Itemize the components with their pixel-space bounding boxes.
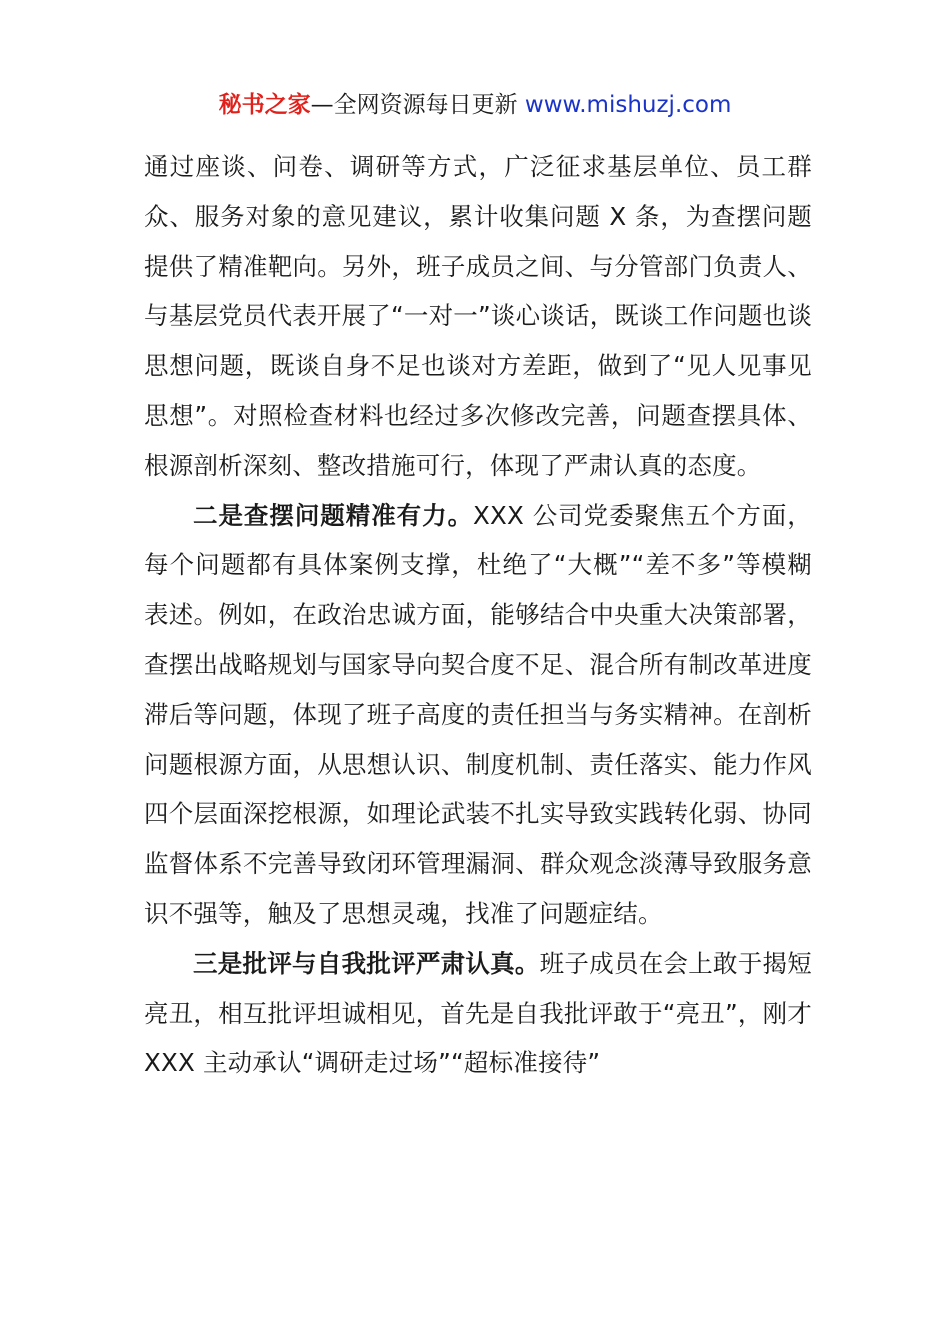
document-header — [0, 88, 950, 122]
paragraph-3-text: 班子成员在会上敢于揭短亮丑，相互批评坦诚相见，首先是自我批评敢于“亮丑”，刚才 XXX 主动承认“调研走过场”“超标准接待” — [144, 948, 812, 1078]
brand-name: 秘书之家 — [218, 92, 311, 118]
paragraph-2 — [144, 491, 812, 939]
paragraph-1 — [144, 142, 812, 491]
paragraph-2-text: XXX 公司党委聚焦五个方面，每个问题都有具体案例支撑，杜绝了“大概”“差不多”等模糊表述。例如，在政治忠诚方面，能够结合中央重大决策部署，查摆出战略规划与国家导向契合度不足、混合所有制改革进度滞后等问题，体现了班子高度的责任担当与务实精神。在剖析问题根源方面，从思想认识、制度机制、责任落实、能力作风四个层面深挖根源，如理论武装不扎实导致实践转化弱、协同监督体系不完善导致闭环管理漏洞、群众观念淡薄导致服务意识不强等，触及了思想灵魂，找准了问题症结。 — [144, 500, 812, 928]
paragraph-2-lead: 二是查摆问题精准有力。 — [193, 500, 474, 530]
document-body — [144, 142, 812, 1088]
site-url-link[interactable]: www.mishuzj.com — [524, 92, 732, 118]
paragraph-3 — [144, 939, 812, 1088]
paragraph-1-text: 通过座谈、问卷、调研等方式，广泛征求基层单位、员工群众、服务对象的意见建议，累计收集问题 X 条，为查摆问题提供了精准靶向。另外，班子成员之间、与分管部门负责人、与基层党员代表开展了“一对一”谈心谈话，既谈工作问题也谈思想问题，既谈自身不足也谈对方差距，做到了“见人见事见思想”。对照检查材料也经过多次修改完善，问题查摆具体、根源剖析深刻、整改措施可行，体现了严肃认真的态度。 — [144, 152, 812, 480]
paragraph-3-lead: 三是批评与自我批评严肃认真。 — [193, 948, 540, 978]
header-tagline: —全网资源每日更新 — [310, 92, 525, 118]
